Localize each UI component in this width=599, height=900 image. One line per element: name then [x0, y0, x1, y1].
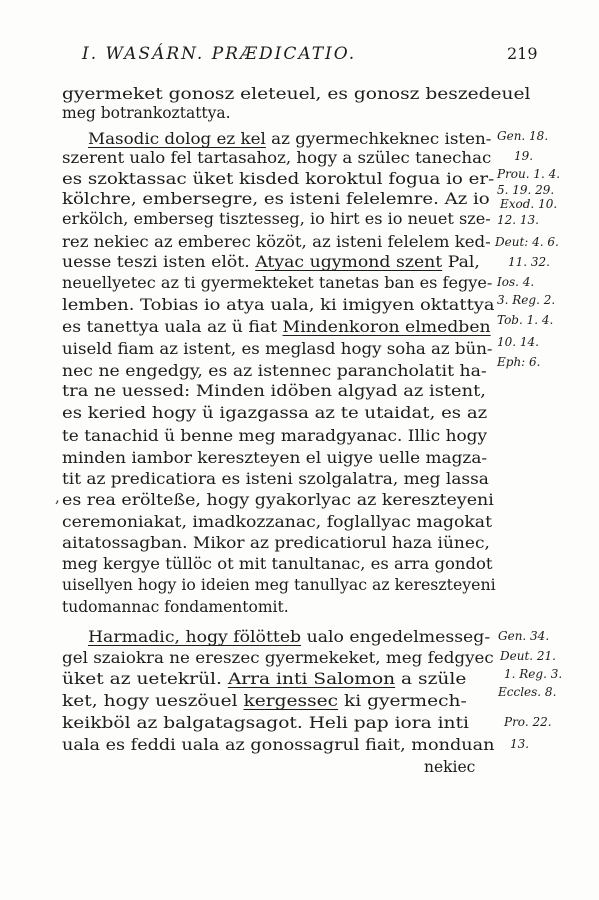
text-segment: es keried hogy ü igazgassa az te utaidat, es az [62, 404, 488, 422]
margin-reference-gen34: Gen. 34. [498, 629, 550, 643]
text-segment: minden iambor kereszteyen el uigye uelle magza- [62, 449, 488, 467]
text-segment: tra ne uessed: Minden idöben algyad az istent, [62, 382, 486, 400]
underlined-phrase: Atyac ugymond szent [255, 253, 443, 271]
text-segment: meg botrankoztattya. [62, 104, 231, 122]
text-segment: Pal, [442, 253, 480, 271]
text-segment: kölchre, embersegre, es isteni felelemre. Az io [62, 190, 490, 208]
margin-reference-prou: Prou. 1. 4. [497, 167, 561, 181]
text-segment: neuellyetec az ti gyermekteket tanetas ban es fegye- [62, 274, 493, 292]
margin-reference-gen18: Gen. 18. [497, 129, 549, 143]
text-segment: es rea erölteße, hogy gyakorlyac az kereszteyeni [62, 491, 494, 509]
margin-reference-reg1: 1. Reg. 3. [504, 667, 563, 681]
margin-reference-exod: Exod. 10. [500, 197, 558, 211]
margin-reference-eccles: Eccles. 8. [498, 685, 557, 699]
text-segment: nec ne engedgy, es az istennec parancholatit ha- [62, 362, 487, 380]
text-segment: ualo engedelmesseg- [301, 628, 491, 646]
text-segment: uesse teszi isten elöt. [62, 253, 256, 271]
text-segment: tudomannac fondamentomit. [62, 598, 289, 616]
text-segment: uiseld fiam az istent, es meglasd hogy soha az bün- [62, 340, 493, 358]
margin-reference-v10: 10. 14. [497, 335, 539, 349]
page-number: 219 [507, 44, 538, 63]
text-segment: keikböl az balgatagsagot. Heli pap iora inti [62, 714, 469, 732]
underlined-phrase: Masodic dolog ez kel [88, 130, 266, 148]
margin-reference-v13: 13. [510, 737, 530, 751]
text-segment: uisellyen hogy io ideien meg tanullyac az kereszteyeni [62, 576, 496, 594]
text-segment: erkölch, emberseg tisztesseg, io hirt es io neuet sze- [62, 210, 491, 228]
text-segment: ket, hogy ueszöuel [62, 692, 244, 710]
underlined-phrase: Mindenkoron elmedben [282, 318, 491, 336]
underlined-phrase: Arra inti Salomon [227, 670, 396, 688]
underlined-phrase: kergessec [243, 692, 339, 710]
margin-reference-reg: 3. Reg. 2. [497, 293, 556, 307]
text-segment: rez nekiec az emberec közöt, az isteni felelem ked- [62, 233, 491, 251]
text-segment: lemben. Tobias io atya uala, ki imigyen oktattya [62, 296, 495, 314]
text-segment: te tanachid ü benne meg maradgyanac. Illic hogy [62, 427, 488, 445]
text-segment: aitatossagban. Mikor az predicatiorul haza iünec, [62, 534, 490, 552]
margin-reference-tob: Tob. 1. 4. [497, 313, 554, 327]
text-segment: nekiec [424, 758, 476, 776]
margin-reference-v12: 12. 13. [497, 213, 539, 227]
margin-reference-deut21: Deut. 21. [500, 649, 556, 663]
text-segment: gel szaiokra ne ereszec gyermekeket, meg fedgyec [62, 649, 494, 667]
text-segment: meg kergye tüllöc ot mit tanultanac, es arra gondot [62, 555, 493, 573]
handwritten-mark: , [55, 488, 60, 506]
text-segment: es tanettya uala az ü fiat [62, 318, 283, 336]
text-segment: a szüle [395, 670, 467, 688]
text-segment: gyermeket gonosz eleteuel, es gonosz beszedeuel [62, 85, 531, 103]
margin-reference-v19: 19. [514, 149, 534, 163]
margin-reference-prov22: Pro. 22. [504, 715, 552, 729]
text-segment: üket az uetekrül. [62, 670, 228, 688]
margin-reference-v5: 5. 19. 29. [497, 183, 555, 197]
text-segment: ceremoniakat, imadkozzanac, foglallyac magokat [62, 513, 493, 531]
text-segment: az gyermechkeknec isten- [265, 130, 492, 148]
margin-reference-ios: Ios. 4. [497, 275, 535, 289]
running-head: I. WASÁRN. PRÆDICATIO. [82, 44, 357, 64]
margin-reference-deut4: Deut: 4. 6. [495, 235, 559, 249]
text-segment: ki gyermech- [338, 692, 467, 710]
text-segment: es szoktassac üket kisded koroktul fogua io er- [62, 170, 495, 188]
margin-reference-eph: Eph: 6. [497, 355, 541, 369]
margin-reference-v11: 11. 32. [508, 255, 550, 269]
underlined-phrase: Harmadic, hogy fölötteb [88, 628, 302, 646]
text-segment: szerent ualo fel tartasahoz, hogy a szülec tanechac [62, 149, 492, 167]
text-segment: tit az predicatiora es isteni szolgalatra, meg lassa [62, 470, 489, 488]
text-segment: uala es feddi uala az gonossagrul fiait, monduan [62, 736, 495, 754]
